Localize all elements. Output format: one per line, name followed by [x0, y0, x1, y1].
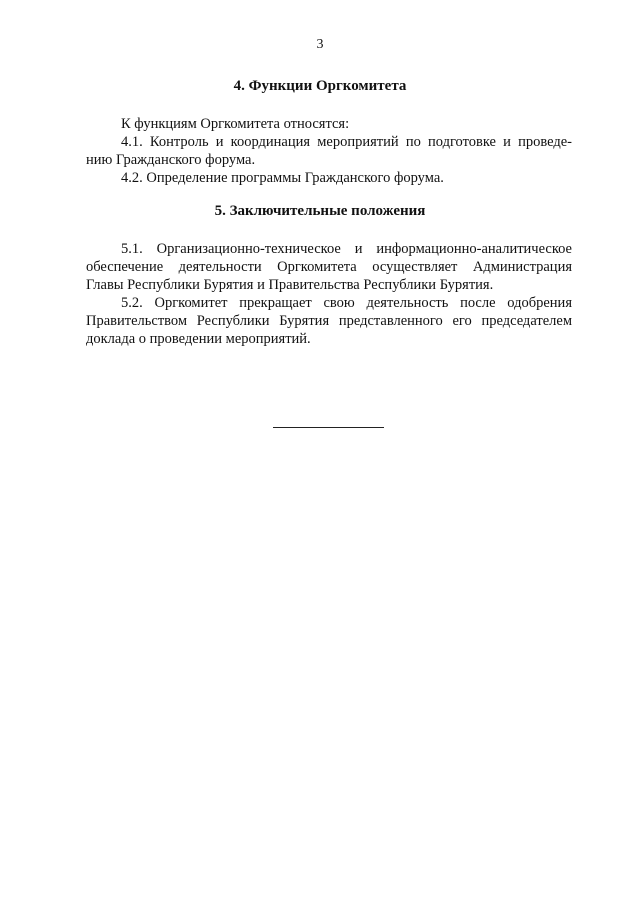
section-5-item-1-line-1: 5.1. Организационно-техническое и информационно-аналитическое — [121, 241, 572, 257]
section-4-item-2: 4.2. Определение программы Гражданского форума. — [121, 170, 444, 186]
section-5-item-2-line-1: 5.2. Оргкомитет прекращает свою деятельность после одобрения — [121, 295, 572, 311]
section-5-item-2-line-2: Правительством Республики Бурятия представленного его председателем — [86, 313, 572, 329]
section-5-heading: 5. Заключительные положения — [214, 203, 426, 219]
section-5-item-2-line-3: доклада о проведении мероприятий. — [86, 331, 311, 347]
section-5-item-1-line-2: обеспечение деятельности Оргкомитета осуществляет Администрация — [86, 259, 572, 275]
section-5-item-1-line-3: Главы Республики Бурятия и Правительства Республики Бурятия. — [86, 277, 494, 293]
end-separator-line — [273, 427, 384, 428]
section-4-item-1-line-2: нию Гражданского форума. — [86, 152, 256, 168]
section-4-heading: 4. Функции Оргкомитета — [233, 78, 407, 94]
page-number: 3 — [316, 37, 324, 52]
section-4-intro: К функциям Оргкомитета относятся: — [121, 116, 350, 132]
section-4-item-1-line-1: 4.1. Контроль и координация мероприятий по подготовке и проведе- — [121, 134, 572, 150]
